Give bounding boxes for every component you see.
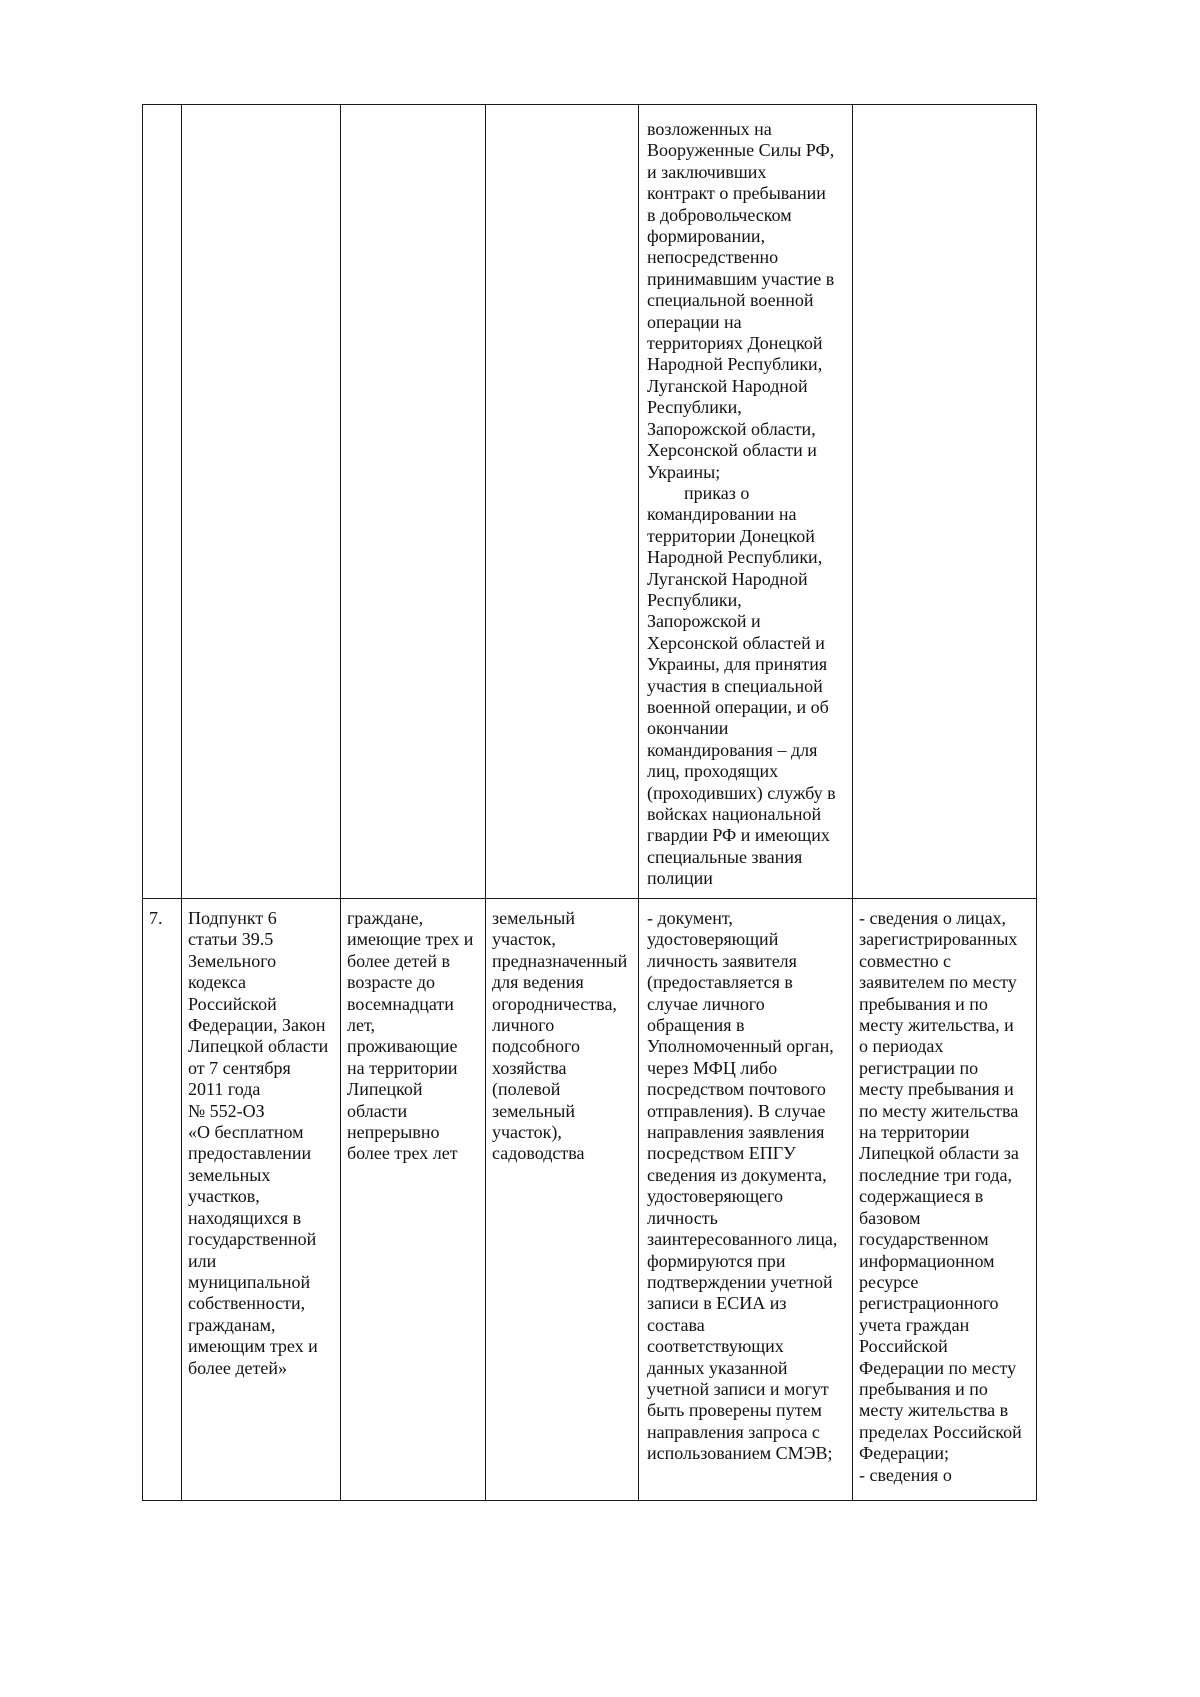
table-cell-col-5 bbox=[639, 899, 853, 1501]
cell-paragraph: возложенных на Вооруженные Силы РФ, и заключивших контракт о пребывании в добровольческом формировании, непосредственно принимавшим участие в специальной военной операции на территориях Донецкой Народной Республики, Луганской Народной Республики, Запорожской области, Херсонской области и Украины; bbox=[647, 119, 835, 482]
table-cell-col-1 bbox=[143, 105, 182, 899]
table-row bbox=[143, 105, 1037, 899]
cell-paragraph: - документ, удостоверяющий личность заявителя (предоставляется в случае личного обращения в Уполномоченный орган, через МФЦ либо посредством почтового отправления). В случае направления заявления посредством ЕПГУ сведения из документа, удостоверяющего личность заинтересованного лица, формируются при подтверждении учетной записи в ЕСИА из состава соответствующих данных указанной учетной записи и могут быть проверены путем направления запроса с использованием СМЭВ; bbox=[647, 908, 838, 1464]
table-cell-col-3 bbox=[341, 105, 486, 899]
table-cell-col-2 bbox=[182, 105, 341, 899]
table-cell-col-5 bbox=[639, 105, 853, 899]
table-cell-col-1 bbox=[143, 899, 182, 1501]
cell-paragraph: Подпункт 6 статьи 39.5 Земельного кодекса Российской Федерации, Закон Липецкой области от 7 сентября 2011 года № 552-ОЗ «О бесплатном предоставлении земельных участков, находящихся в государственной или муниципальной собственности, гражданам, имеющим трех и более детей» bbox=[188, 908, 329, 1378]
table-cell-col-3 bbox=[341, 899, 486, 1501]
table-cell-col-6 bbox=[853, 899, 1037, 1501]
table-cell-col-6 bbox=[853, 105, 1037, 899]
table-cell-col-4 bbox=[486, 105, 639, 899]
cell-paragraph: земельный участок, предназначенный для ведения огородничества, личного подсобного хозяйства (полевой земельный участок), садоводства bbox=[492, 908, 628, 1164]
cell-paragraph: - сведения о лицах, зарегистрированных совместно с заявителем по месту пребывания и по месту жительства, и о периодах регистрации по месту пребывания и по месту жительства на территории Липецкой области за последние три года, содержащиеся в базовом государственном информационном ресурсе регистрационного учета граждан Российской Федерации по месту пребывания и по месту жительства в пределах Российской Федерации; bbox=[859, 908, 1022, 1464]
table-cell-col-4 bbox=[486, 899, 639, 1501]
table-row bbox=[143, 899, 1037, 1501]
data-table bbox=[142, 104, 1037, 1501]
cell-paragraph: приказ о командировании на территории Донецкой Народной Республики, Луганской Народной Республики, Запорожской и Херсонской областей и Украины, для принятия участия в специальной военной операции, и об окончании командирования – для лиц, проходящих (проходивших) службу в войсках национальной гвардии РФ и имеющих специальные звания полиции bbox=[647, 482, 836, 889]
row-number: 7. bbox=[149, 908, 163, 928]
cell-paragraph: граждане, имеющие трех и более детей в возрасте до восемнадцати лет, проживающие на территории Липецкой области непрерывно более трех лет bbox=[347, 908, 474, 1164]
table-cell-col-2 bbox=[182, 899, 341, 1501]
cell-paragraph: - сведения о bbox=[859, 1464, 952, 1485]
